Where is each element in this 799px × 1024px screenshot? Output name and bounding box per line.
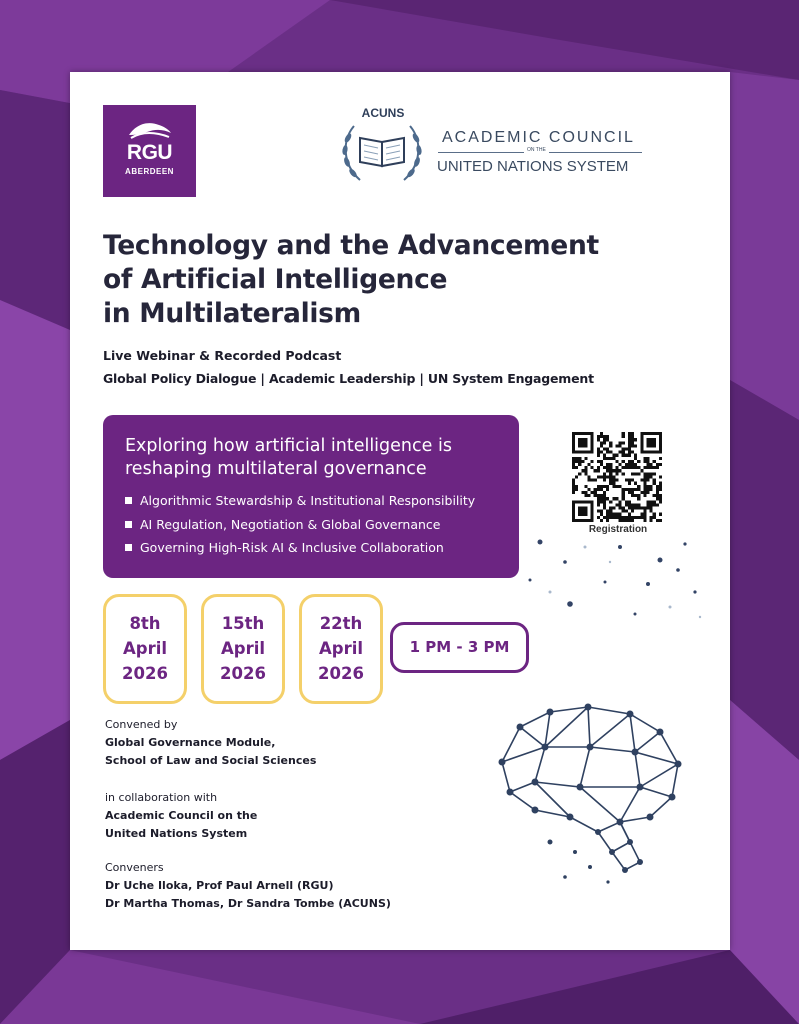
acuns-name-line1: ACADEMIC COUNCIL (442, 129, 635, 146)
date-month: April (122, 639, 168, 658)
convened-by (105, 716, 316, 770)
date-card (201, 594, 285, 704)
event-title (103, 229, 703, 331)
collab-line: United Nations System (105, 827, 248, 840)
date-day: 22th (319, 614, 363, 633)
focus-heading (125, 435, 452, 481)
title-line: of Artificial Intelligence (103, 264, 448, 295)
date-month: April (220, 639, 266, 658)
focus-heading-line: reshaping multilateral governance (125, 459, 427, 479)
event-format: Live Webinar & Recorded Podcast (103, 348, 342, 363)
focus-bullet-text: Algorithmic Stewardship & Institutional Responsibility (140, 493, 476, 508)
date-text (204, 611, 282, 686)
rgu-logo-subtitle: ABERDEEN (125, 167, 174, 176)
qr-label: Registration (588, 524, 648, 535)
focus-bullet (125, 536, 475, 560)
acuns-book-emblem-icon (334, 108, 430, 190)
conveners-line: Dr Martha Thomas, Dr Sandra Tombe (ACUNS) (105, 897, 391, 910)
conveners-line: Dr Uche Iloka, Prof Paul Arnell (RGU) (105, 879, 334, 892)
decorative-dots (510, 522, 710, 632)
title-line: in Multilateralism (103, 298, 361, 329)
date-year: 2026 (220, 664, 266, 683)
event-poster (70, 72, 730, 950)
date-month: April (318, 639, 364, 658)
bullet-square-icon (125, 544, 132, 551)
conveners-label: Conveners (105, 861, 164, 874)
convened-label: Convened by (105, 718, 178, 731)
focus-bullet-text: Governing High-Risk AI & Inclusive Collaboration (140, 540, 444, 555)
focus-bullet (125, 513, 475, 537)
convened-line: Global Governance Module, (105, 736, 276, 749)
rgu-wave-icon (127, 121, 173, 139)
date-year: 2026 (318, 664, 364, 683)
bullet-square-icon (125, 497, 132, 504)
date-day: 15th (221, 614, 265, 633)
conveners (105, 859, 391, 913)
bullet-square-icon (125, 521, 132, 528)
date-text (106, 611, 184, 686)
acuns-name-line2: UNITED NATIONS SYSTEM (437, 158, 629, 175)
ai-brain-network-icon (490, 692, 690, 892)
collab-line: Academic Council on the (105, 809, 258, 822)
focus-heading-line: Exploring how artificial intelligence is (125, 436, 452, 456)
date-year: 2026 (122, 664, 168, 683)
rgu-logo (103, 105, 196, 197)
registration-qr-code[interactable] (572, 432, 662, 522)
date-text (302, 611, 380, 686)
title-line: Technology and the Advancement (103, 230, 599, 261)
focus-bullet-text: AI Regulation, Negotiation & Global Governance (140, 516, 441, 532)
date-card (103, 594, 187, 704)
convened-line: School of Law and Social Sciences (105, 754, 317, 767)
focus-bullet-list (125, 489, 475, 560)
event-themes: Global Policy Dialogue | Academic Leadership | UN System Engagement (103, 371, 594, 386)
rgu-logo-text: RGU (126, 141, 173, 164)
collaboration (105, 789, 257, 843)
event-time-badge: 1 PM - 3 PM (390, 622, 529, 673)
focus-panel (103, 415, 519, 578)
date-day: 8th (129, 614, 161, 633)
collab-label: in collaboration with (105, 791, 218, 804)
acuns-abbreviation: ACUNS (361, 106, 405, 120)
focus-bullet (125, 489, 475, 513)
acuns-on-the: ON THE (524, 147, 549, 153)
date-card (299, 594, 383, 704)
